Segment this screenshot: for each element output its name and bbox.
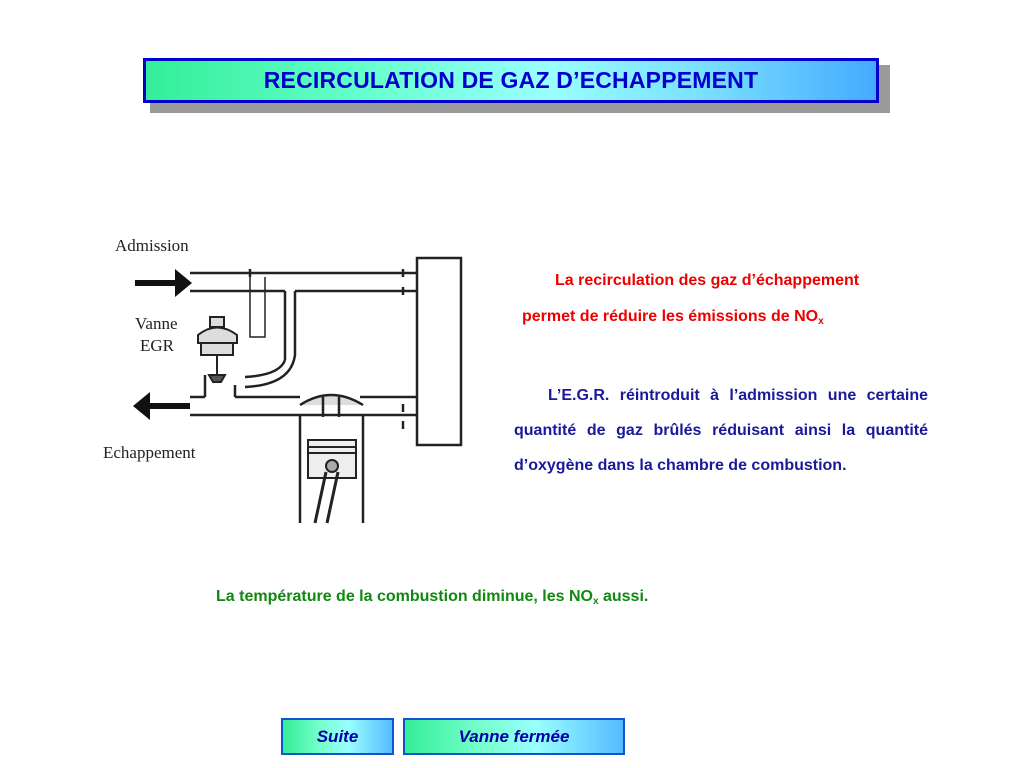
combustion-note-suffix: aussi.: [598, 588, 649, 605]
egr-benefit-line2: [522, 308, 824, 327]
egr-explanation: L’E.G.R. réintroduit à l’admission une certaine quantité de gaz brûlés réduisant ainsi la quantité d’oxygène dans la chambre de combustion.: [514, 387, 928, 474]
piston: [308, 440, 356, 523]
exhaust-arrow-icon: [133, 392, 190, 420]
egr-valve-icon: [198, 317, 237, 382]
suite-button[interactable]: Suite: [281, 718, 394, 755]
label-vanne: Vanne: [135, 314, 178, 333]
nox-subscript-2: x: [592, 596, 599, 607]
egr-benefit-line1: La recirculation des gaz d’échappement: [555, 272, 860, 289]
egr-benefit-text: permet de réduire les émissions de NO: [522, 308, 819, 325]
combustion-note-text: La température de la combustion diminue, les NO: [216, 588, 593, 605]
intake-arrow-icon: [135, 269, 192, 297]
label-admission: Admission: [115, 236, 189, 255]
label-egr: EGR: [140, 336, 174, 355]
combustion-note: [216, 588, 648, 607]
vanne-fermee-button[interactable]: Vanne fermée: [403, 718, 625, 755]
label-echappement: Echappement: [103, 443, 196, 462]
title-banner: [143, 58, 879, 103]
nox-subscript: x: [818, 316, 824, 327]
egr-diagram: [95, 225, 475, 530]
page-title: RECIRCULATION DE GAZ D’ECHAPPEMENT: [263, 67, 759, 93]
